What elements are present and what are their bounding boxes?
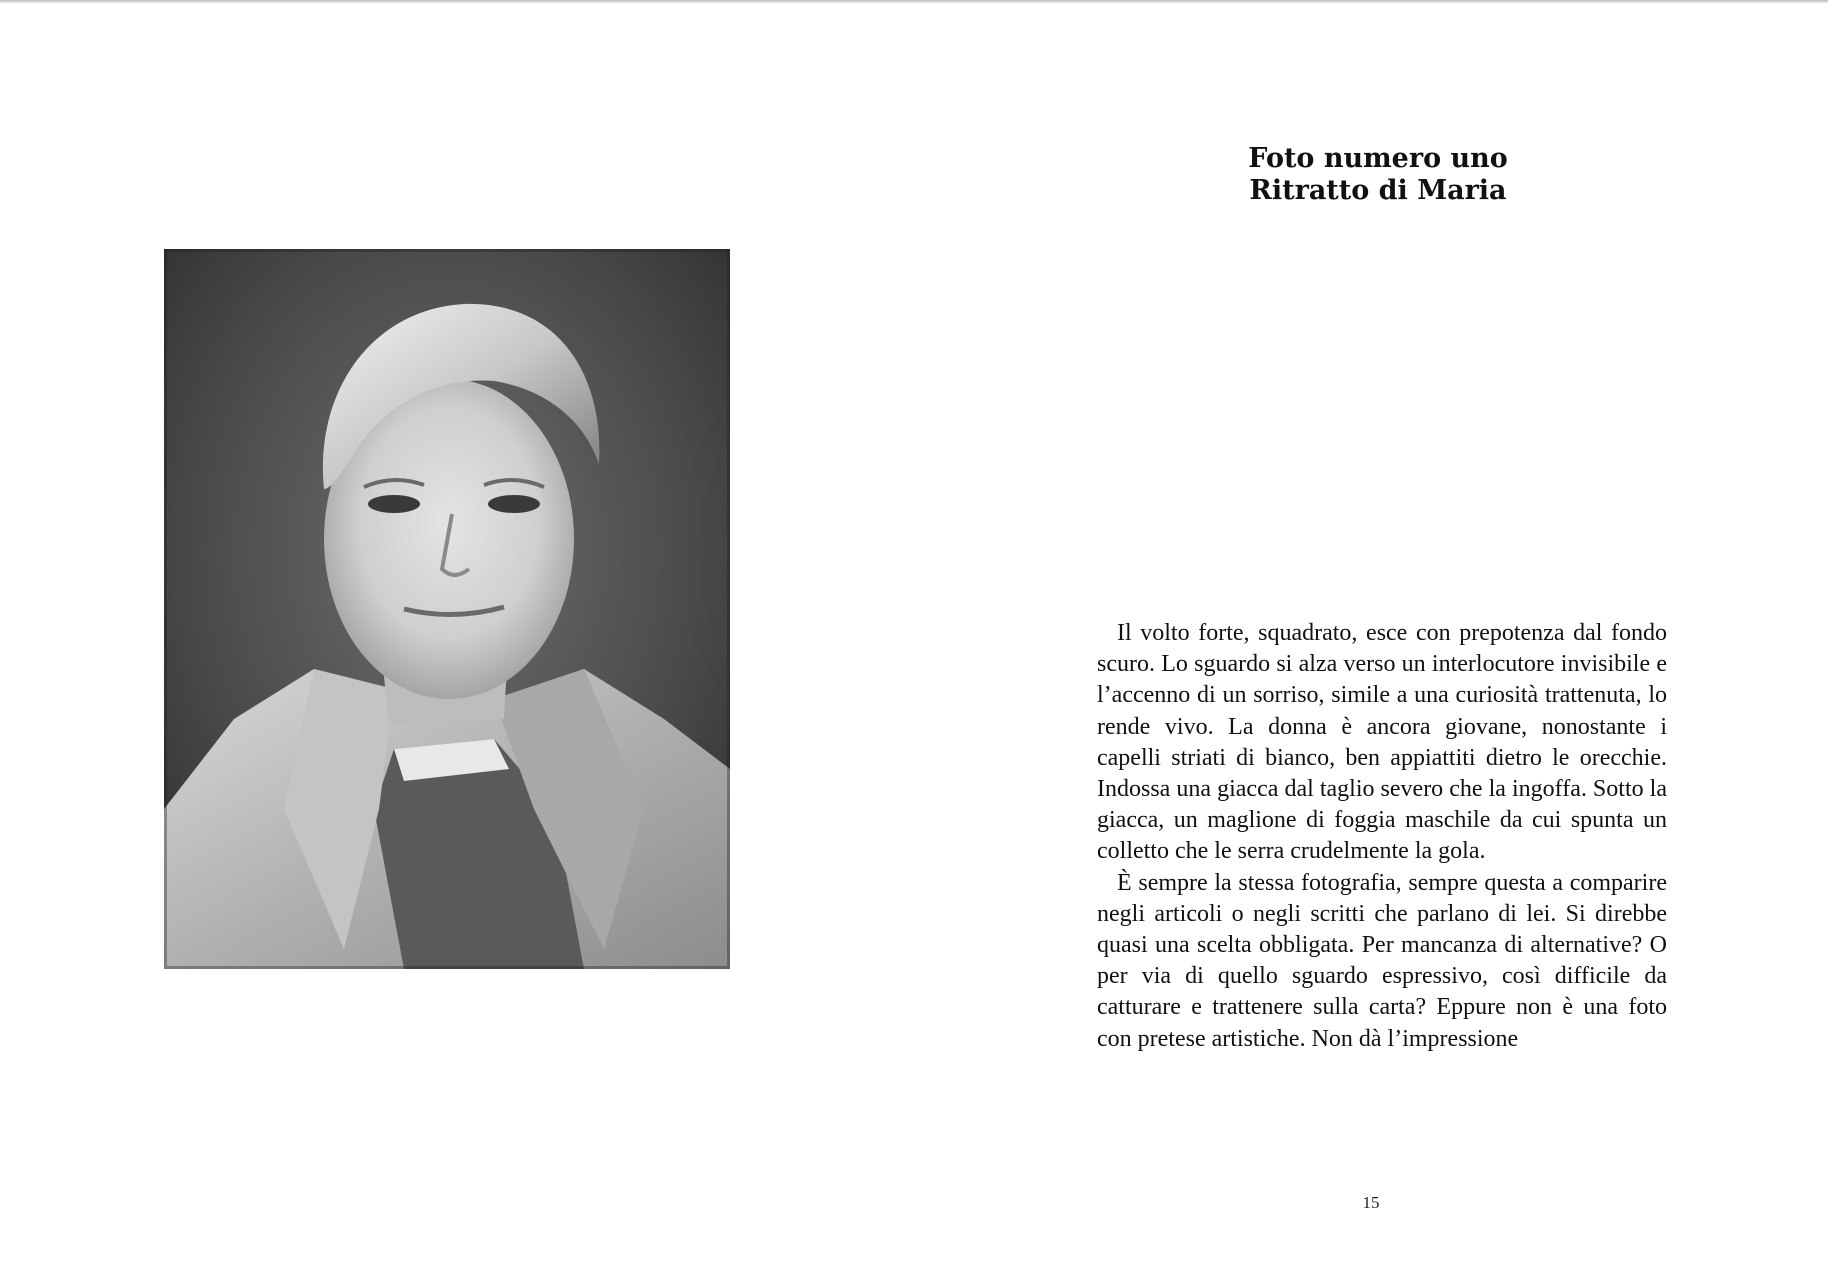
left-page [0, 3, 914, 1264]
page-title [1128, 143, 1628, 207]
page-number: 15 [1362, 1193, 1380, 1212]
right-page [914, 3, 1828, 1264]
paragraph: Il volto forte, squadrato, esce con prepotenza dal fondo scuro. Lo sguardo si alza verso un interlocutore invisibile e l’accenno di un sorriso, simile a una curiosità trattenuta, lo rende vivo. La donna è ancora giovane, nonostante i capelli striati di bianco, ben appiattiti dietro le orecchie. Indossa una giacca dal taglio severo che la ingoffa. Sotto la giacca, un maglione di foggia maschile da cui spunta un colletto che le serra crudelmente la gola. [1097, 620, 1667, 865]
paragraph: È sempre la stessa fotografia, sempre questa a comparire negli articoli o negli scritti che parlano di lei. Si direbbe quasi una scelta obbligata. Per mancanza di alternative? O per via di quello sguardo espressivo, così difficile da catturare e trattenere sulla carta? Eppure non è una foto con pretese artistiche. Non dà l’impressione [1097, 869, 1667, 1052]
book-spread [0, 3, 1828, 1264]
body-text [1097, 618, 1667, 1055]
title-line-2: Ritratto di Maria [1249, 175, 1507, 206]
portrait-photo-icon [164, 249, 730, 969]
title-line-1: Foto numero uno [1248, 143, 1508, 174]
